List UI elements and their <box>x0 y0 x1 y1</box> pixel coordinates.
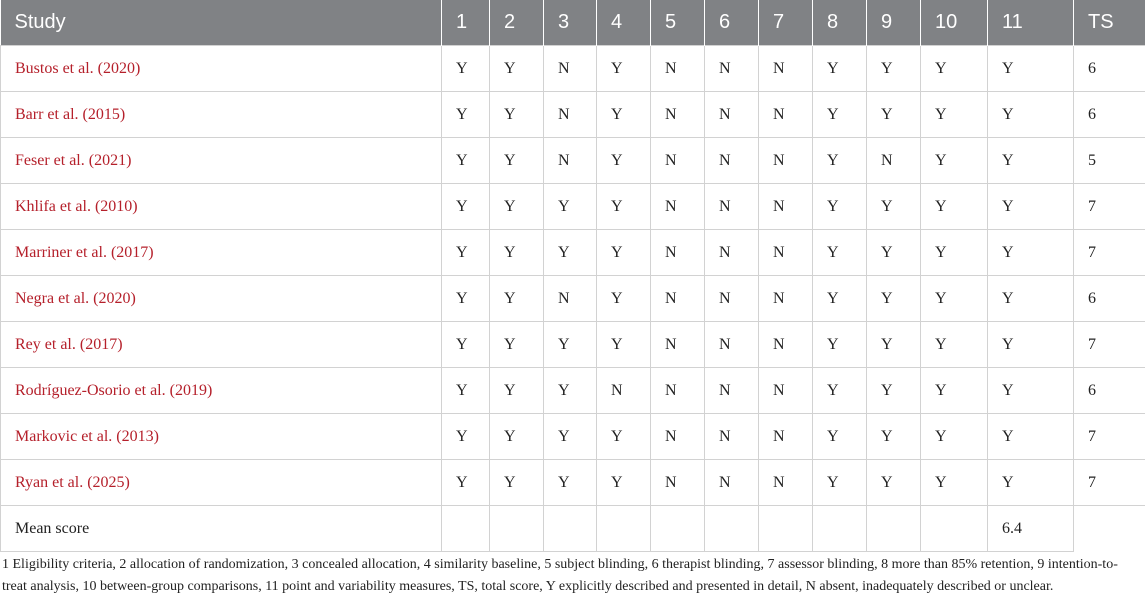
criterion-cell: N <box>651 138 705 184</box>
criterion-cell: N <box>867 138 921 184</box>
column-header-8: 8 <box>813 0 867 46</box>
table-row <box>1 460 1145 506</box>
criterion-cell: N <box>759 322 813 368</box>
criterion-cell: Y <box>490 184 544 230</box>
criterion-cell: Y <box>988 184 1074 230</box>
table-footnote: 1 Eligibility criteria, 2 allocation of randomization, 3 concealed allocation, 4 similarity baseline, 5 subject blinding, 6 therapist blinding, 7 assessor blinding, 8 more than 85% retention, 9 intention-to-treat analysis, 10 between-group comparisons, 11 point and variability measures, TS, total score, Y explicitly described and presented in detail, N absent, inadequately described or unclear. <box>2 557 1118 594</box>
empty-cell <box>813 506 867 552</box>
empty-cell <box>759 506 813 552</box>
criterion-cell: Y <box>921 414 988 460</box>
criterion-cell: Y <box>988 230 1074 276</box>
criterion-cell: N <box>544 46 597 92</box>
criterion-cell: Y <box>813 414 867 460</box>
criterion-cell: Y <box>813 230 867 276</box>
criterion-cell: Y <box>442 460 490 506</box>
study-link[interactable]: Rodríguez-Osorio et al. (2019) <box>1 368 442 414</box>
total-score-cell: 7 <box>1074 322 1145 368</box>
criterion-cell: Y <box>813 322 867 368</box>
study-link[interactable]: Khlifa et al. (2010) <box>1 184 442 230</box>
criterion-cell: N <box>651 460 705 506</box>
criterion-cell: N <box>705 322 759 368</box>
criterion-cell: N <box>705 276 759 322</box>
criterion-cell: N <box>544 276 597 322</box>
criterion-cell: Y <box>813 368 867 414</box>
table-row <box>1 276 1145 322</box>
mean-score-label: Mean score <box>1 506 442 552</box>
column-header-4: 4 <box>597 0 651 46</box>
criterion-cell: N <box>759 414 813 460</box>
criterion-cell: Y <box>921 460 988 506</box>
total-score-cell: 7 <box>1074 184 1145 230</box>
table-row <box>1 414 1145 460</box>
criterion-cell: N <box>759 92 813 138</box>
empty-cell <box>867 506 921 552</box>
criterion-cell: Y <box>921 276 988 322</box>
criterion-cell: Y <box>921 138 988 184</box>
criterion-cell: Y <box>597 92 651 138</box>
total-score-cell: 7 <box>1074 230 1145 276</box>
criterion-cell: N <box>705 46 759 92</box>
criterion-cell: Y <box>490 460 544 506</box>
criterion-cell: Y <box>490 92 544 138</box>
column-header-1: 1 <box>442 0 490 46</box>
empty-cell <box>442 506 490 552</box>
criterion-cell: N <box>651 368 705 414</box>
criterion-cell: N <box>759 138 813 184</box>
criterion-cell: N <box>651 46 705 92</box>
criterion-cell: N <box>705 230 759 276</box>
criterion-cell: Y <box>597 322 651 368</box>
criterion-cell: N <box>759 184 813 230</box>
criterion-cell: N <box>705 414 759 460</box>
criterion-cell: Y <box>988 322 1074 368</box>
criterion-cell: N <box>651 92 705 138</box>
criterion-cell: Y <box>597 276 651 322</box>
criterion-cell: Y <box>867 414 921 460</box>
criterion-cell: Y <box>490 138 544 184</box>
column-header-7: 7 <box>759 0 813 46</box>
criterion-cell: Y <box>544 460 597 506</box>
criterion-cell: Y <box>442 46 490 92</box>
criterion-cell: Y <box>597 414 651 460</box>
criterion-cell: N <box>759 368 813 414</box>
empty-cell <box>921 506 988 552</box>
criterion-cell: Y <box>867 322 921 368</box>
criterion-cell: Y <box>442 368 490 414</box>
table-row <box>1 92 1145 138</box>
total-score-cell: 6 <box>1074 368 1145 414</box>
column-header-ts: TS <box>1074 0 1145 46</box>
criterion-cell: Y <box>442 92 490 138</box>
table-row <box>1 46 1145 92</box>
study-link[interactable]: Rey et al. (2017) <box>1 322 442 368</box>
table-row <box>1 184 1145 230</box>
empty-cell <box>651 506 705 552</box>
criterion-cell: Y <box>988 138 1074 184</box>
criterion-cell: Y <box>490 414 544 460</box>
criterion-cell: Y <box>988 368 1074 414</box>
criterion-cell: N <box>705 368 759 414</box>
criterion-cell: N <box>705 460 759 506</box>
criterion-cell: Y <box>442 414 490 460</box>
criterion-cell: Y <box>813 460 867 506</box>
criterion-cell: N <box>651 276 705 322</box>
study-link[interactable]: Marriner et al. (2017) <box>1 230 442 276</box>
criterion-cell: Y <box>867 184 921 230</box>
criterion-cell: Y <box>544 184 597 230</box>
total-score-cell: 6 <box>1074 92 1145 138</box>
criterion-cell: Y <box>442 184 490 230</box>
total-score-cell: 6 <box>1074 46 1145 92</box>
criterion-cell: Y <box>597 138 651 184</box>
criterion-cell: Y <box>813 138 867 184</box>
column-header-5: 5 <box>651 0 705 46</box>
column-header-study: Study <box>1 0 442 46</box>
criterion-cell: Y <box>921 368 988 414</box>
criterion-cell: Y <box>921 92 988 138</box>
criterion-cell: Y <box>544 414 597 460</box>
table-row <box>1 230 1145 276</box>
criterion-cell: N <box>544 92 597 138</box>
criterion-cell: Y <box>490 322 544 368</box>
empty-cell <box>597 506 651 552</box>
criterion-cell: Y <box>544 368 597 414</box>
total-score-cell: 7 <box>1074 414 1145 460</box>
criterion-cell: N <box>651 322 705 368</box>
criterion-cell: Y <box>490 276 544 322</box>
criterion-cell: Y <box>867 92 921 138</box>
criterion-cell: N <box>651 184 705 230</box>
criterion-cell: Y <box>490 46 544 92</box>
column-header-3: 3 <box>544 0 597 46</box>
mean-total-score-cell: 6.4 <box>988 506 1074 552</box>
criterion-cell: Y <box>597 460 651 506</box>
total-score-cell: 7 <box>1074 460 1145 506</box>
criterion-cell: N <box>544 138 597 184</box>
criterion-cell: Y <box>597 184 651 230</box>
criterion-cell: Y <box>867 276 921 322</box>
criterion-cell: Y <box>544 322 597 368</box>
criterion-cell: N <box>759 230 813 276</box>
criterion-cell: Y <box>813 92 867 138</box>
criterion-cell: Y <box>867 368 921 414</box>
empty-cell <box>705 506 759 552</box>
column-header-6: 6 <box>705 0 759 46</box>
column-header-9: 9 <box>867 0 921 46</box>
criterion-cell: Y <box>442 230 490 276</box>
criterion-cell: Y <box>597 46 651 92</box>
criterion-cell: Y <box>490 230 544 276</box>
criterion-cell: Y <box>988 276 1074 322</box>
criterion-cell: Y <box>921 184 988 230</box>
column-header-10: 10 <box>921 0 988 46</box>
criterion-cell: Y <box>867 46 921 92</box>
criterion-cell: N <box>759 276 813 322</box>
criterion-cell: Y <box>921 46 988 92</box>
criterion-cell: Y <box>813 276 867 322</box>
criterion-cell: Y <box>597 230 651 276</box>
criterion-cell: Y <box>867 460 921 506</box>
study-link[interactable]: Bustos et al. (2020) <box>1 46 442 92</box>
criterion-cell: N <box>597 368 651 414</box>
criterion-cell: Y <box>813 46 867 92</box>
criterion-cell: Y <box>921 230 988 276</box>
criterion-cell: N <box>705 138 759 184</box>
criterion-cell: Y <box>988 414 1074 460</box>
empty-cell <box>544 506 597 552</box>
criterion-cell: N <box>651 230 705 276</box>
table-row <box>1 368 1145 414</box>
criterion-cell: Y <box>442 138 490 184</box>
empty-cell <box>490 506 544 552</box>
header-row <box>1 0 1145 46</box>
column-header-11: 11 <box>988 0 1074 46</box>
criterion-cell: Y <box>442 322 490 368</box>
criterion-cell: Y <box>988 92 1074 138</box>
study-link[interactable]: Markovic et al. (2013) <box>1 414 442 460</box>
study-link[interactable]: Feser et al. (2021) <box>1 138 442 184</box>
total-score-cell: 5 <box>1074 138 1145 184</box>
study-link[interactable]: Negra et al. (2020) <box>1 276 442 322</box>
mean-score-row <box>1 506 1145 552</box>
criterion-cell: Y <box>988 460 1074 506</box>
column-header-2: 2 <box>490 0 544 46</box>
criterion-cell: N <box>651 414 705 460</box>
criterion-cell: Y <box>490 368 544 414</box>
criterion-cell: Y <box>921 322 988 368</box>
criterion-cell: Y <box>867 230 921 276</box>
criterion-cell: N <box>705 184 759 230</box>
criterion-cell: N <box>759 46 813 92</box>
study-link[interactable]: Barr et al. (2015) <box>1 92 442 138</box>
criterion-cell: Y <box>988 46 1074 92</box>
criterion-cell: Y <box>442 276 490 322</box>
criterion-cell: N <box>705 92 759 138</box>
criterion-cell: N <box>759 460 813 506</box>
table-row <box>1 322 1145 368</box>
study-link[interactable]: Ryan et al. (2025) <box>1 460 442 506</box>
table-row <box>1 138 1145 184</box>
criterion-cell: Y <box>813 184 867 230</box>
criterion-cell: Y <box>544 230 597 276</box>
total-score-cell: 6 <box>1074 276 1145 322</box>
